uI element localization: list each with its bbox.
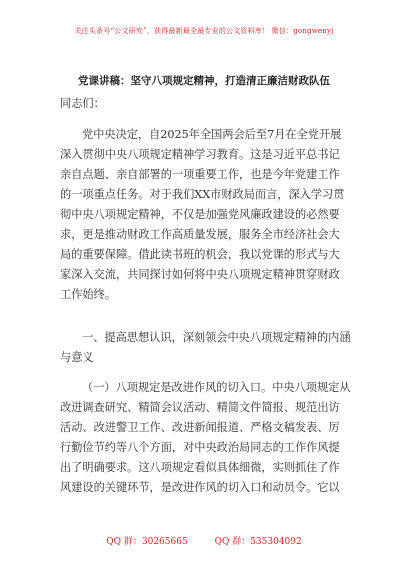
paragraph-line: 彻中央八项规定精神，不仅是加强党风廉政建设的必然要 — [60, 208, 340, 221]
heading-line: 一、提高思想认识，深刻领会中央八项规定精神的内涵 — [82, 331, 351, 344]
footer-qq-group-2: QQ 群：535304092 — [214, 537, 302, 547]
paragraph-line: 改进调查研究、精简会议活动、精简文件简报、规范出访 — [60, 401, 340, 414]
salutation: 同志们： — [60, 97, 105, 110]
paragraph-line: 工作始终。 — [60, 288, 116, 301]
paragraph-line: 家深入交流，共同探讨如何将中央八项规定精神贯穿财政 — [60, 268, 340, 281]
paragraph-line: 局的重要保障。借此读书班的机会，我以党课的形式与大 — [60, 248, 340, 261]
heading-line: 与意义 — [60, 351, 94, 364]
document-title: 党课讲稿：坚守八项规定精神，打造清正廉洁财政队伍 — [78, 75, 330, 87]
paragraph-line: 行勤俭节约等八个方面，对中央政治局同志的工作作风提 — [60, 441, 340, 454]
paragraph-line: 党中央决定，自2025年全国两会后至7月在全党开展 — [82, 128, 342, 141]
paragraph-line: （一）八项规定是改进作风的切入口。中央八项规定从 — [82, 381, 351, 394]
paragraph-line: 亲自点题、亲自部署的一项重要工作，也是今年党建工作 — [60, 168, 340, 181]
footer-qq-group-1: QQ 群：30265665 — [106, 537, 188, 547]
paragraph-line: 深入贯彻中央八项规定精神学习教育。这是习近平总书记 — [60, 148, 340, 161]
section-1-heading — [60, 328, 356, 368]
paragraph-line: 求，更是推动财政工作高质量发展，服务全市经济社会大 — [60, 228, 340, 241]
header-banner: 关注头条号“公文研究”，获得最新最全最专业的公文资料库！ 微信：gongwenyj — [74, 27, 334, 35]
paragraph-line: 出了明确要求。这八项规定看似具体细微，实则抓住了作 — [60, 461, 340, 474]
paragraph-2 — [60, 378, 356, 498]
footer-banner — [0, 534, 408, 547]
paragraph-line: 的一项重点任务。对于我们XX市财政局而言，深入学习贯 — [60, 188, 345, 201]
paragraph-line: 活动、改进警卫工作、改进新闻报道、严格文稿发表、厉 — [60, 421, 340, 434]
paragraph-line: 风建设的关键环节，是改进作风的切入口和动员令。它以 — [60, 481, 340, 494]
paragraph-1 — [60, 125, 356, 305]
